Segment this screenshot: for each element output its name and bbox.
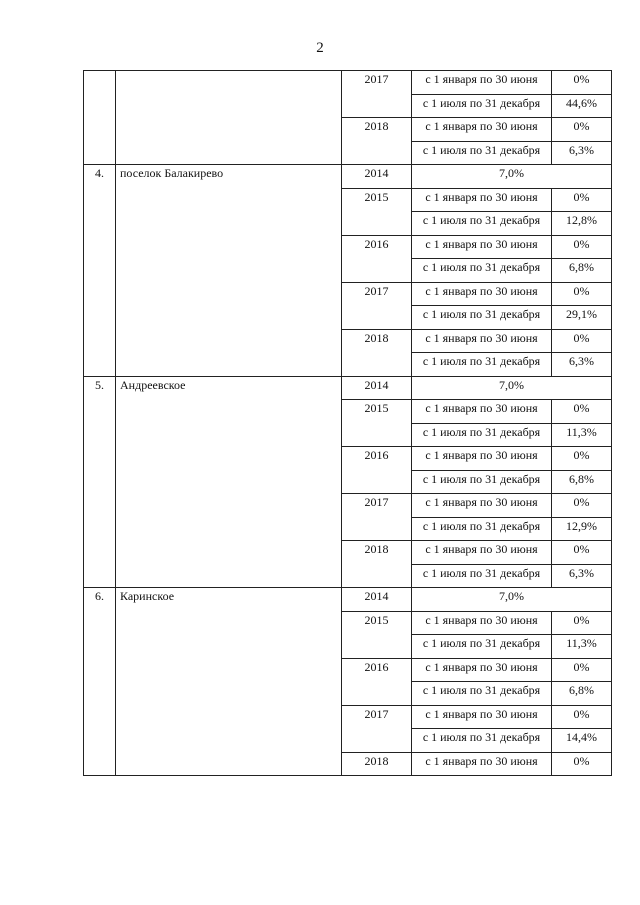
row-number: 6. [84, 588, 116, 776]
rate-cell: 44,6% [552, 94, 612, 118]
rate-cell: 0% [552, 658, 612, 682]
rate-cell: 0% [552, 541, 612, 565]
period-cell: с 1 июля по 31 декабря [412, 423, 552, 447]
period-cell: с 1 января по 30 июня [412, 752, 552, 776]
year-cell: 2016 [342, 658, 412, 705]
rate-cell: 0% [552, 188, 612, 212]
year-cell: 2017 [342, 705, 412, 752]
table-row [84, 588, 612, 612]
rate-cell: 29,1% [552, 306, 612, 330]
rate-cell: 0% [552, 329, 612, 353]
annual-rate-cell: 7,0% [412, 165, 612, 189]
year-cell: 2015 [342, 188, 412, 235]
period-cell: с 1 января по 30 июня [412, 447, 552, 471]
rate-cell: 0% [552, 400, 612, 424]
period-cell: с 1 января по 30 июня [412, 494, 552, 518]
year-cell: 2018 [342, 541, 412, 588]
rate-cell: 0% [552, 611, 612, 635]
rate-cell: 6,8% [552, 470, 612, 494]
period-cell: с 1 июля по 31 декабря [412, 682, 552, 706]
period-cell: с 1 июля по 31 декабря [412, 353, 552, 377]
year-cell: 2015 [342, 400, 412, 447]
rate-cell: 0% [552, 494, 612, 518]
year-cell: 2014 [342, 588, 412, 612]
rate-cell: 0% [552, 447, 612, 471]
year-cell: 2015 [342, 611, 412, 658]
period-cell: с 1 января по 30 июня [412, 705, 552, 729]
annual-rate-cell: 7,0% [412, 588, 612, 612]
tariff-table-body [84, 71, 612, 776]
rate-cell: 11,3% [552, 423, 612, 447]
period-cell: с 1 января по 30 июня [412, 541, 552, 565]
table-row [84, 165, 612, 189]
annual-rate-cell: 7,0% [412, 376, 612, 400]
period-cell: с 1 января по 30 июня [412, 400, 552, 424]
period-cell: с 1 января по 30 июня [412, 188, 552, 212]
rate-cell: 12,8% [552, 212, 612, 236]
rate-cell: 0% [552, 705, 612, 729]
period-cell: с 1 июля по 31 декабря [412, 635, 552, 659]
rate-cell: 12,9% [552, 517, 612, 541]
rate-cell: 0% [552, 118, 612, 142]
year-cell: 2018 [342, 118, 412, 165]
period-cell: с 1 января по 30 июня [412, 118, 552, 142]
period-cell: с 1 июля по 31 декабря [412, 306, 552, 330]
period-cell: с 1 июля по 31 декабря [412, 517, 552, 541]
period-cell: с 1 июля по 31 декабря [412, 212, 552, 236]
rate-cell: 6,8% [552, 259, 612, 283]
period-cell: с 1 июля по 31 декабря [412, 564, 552, 588]
year-cell: 2016 [342, 235, 412, 282]
row-number: 5. [84, 376, 116, 588]
period-cell: с 1 июля по 31 декабря [412, 259, 552, 283]
period-cell: с 1 июля по 31 декабря [412, 470, 552, 494]
rate-cell: 6,3% [552, 141, 612, 165]
year-cell: 2018 [342, 329, 412, 376]
year-cell: 2017 [342, 494, 412, 541]
settlement-name [116, 71, 342, 165]
settlement-name: Каринское [116, 588, 342, 776]
row-number: 4. [84, 165, 116, 377]
year-cell: 2016 [342, 447, 412, 494]
rate-cell: 0% [552, 71, 612, 95]
year-cell: 2017 [342, 71, 412, 118]
period-cell: с 1 июля по 31 декабря [412, 729, 552, 753]
year-cell: 2018 [342, 752, 412, 776]
period-cell: с 1 января по 30 июня [412, 71, 552, 95]
period-cell: с 1 января по 30 июня [412, 235, 552, 259]
period-cell: с 1 июля по 31 декабря [412, 141, 552, 165]
period-cell: с 1 января по 30 июня [412, 329, 552, 353]
rate-cell: 0% [552, 752, 612, 776]
row-number [84, 71, 116, 165]
settlement-name: поселок Балакирево [116, 165, 342, 377]
rate-cell: 0% [552, 235, 612, 259]
table-row [84, 71, 612, 95]
page-number: 2 [316, 40, 324, 56]
rate-cell: 6,8% [552, 682, 612, 706]
table-row [84, 376, 612, 400]
period-cell: с 1 января по 30 июня [412, 611, 552, 635]
rate-cell: 6,3% [552, 564, 612, 588]
rate-cell: 0% [552, 282, 612, 306]
year-cell: 2014 [342, 376, 412, 400]
period-cell: с 1 января по 30 июня [412, 658, 552, 682]
year-cell: 2014 [342, 165, 412, 189]
rate-cell: 14,4% [552, 729, 612, 753]
period-cell: с 1 января по 30 июня [412, 282, 552, 306]
rate-cell: 11,3% [552, 635, 612, 659]
period-cell: с 1 июля по 31 декабря [412, 94, 552, 118]
rate-cell: 6,3% [552, 353, 612, 377]
year-cell: 2017 [342, 282, 412, 329]
settlement-name: Андреевское [116, 376, 342, 588]
tariff-table [83, 70, 612, 776]
